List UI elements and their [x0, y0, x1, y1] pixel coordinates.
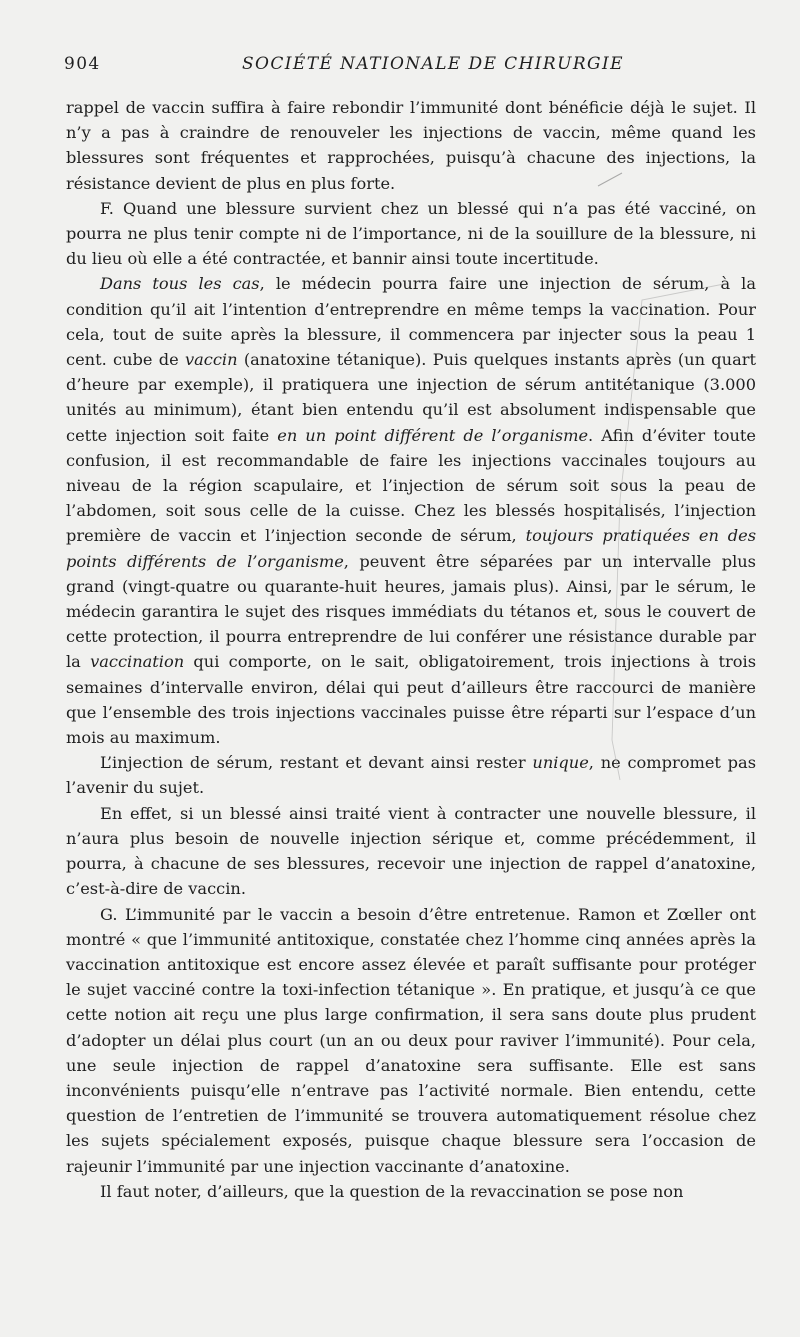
italic-text: Dans tous les cas [100, 274, 260, 294]
text-run: En effet, si un blessé ainsi traité vient à contracter une nouvelle blessure, il n’aura plus besoin de nouvelle injection sérique et, comme précédemment, il pourra, à chacune de ses blessures, recevoir une injection de rappel d’anatoxine, c’est-à-dire de vaccin. [66, 803, 756, 899]
paragraph [66, 196, 756, 272]
italic-text: en un point différent de l’organisme [277, 425, 589, 445]
text-run: , le médecin pourra faire une injection de sérum, à la condition qu’il ait l’intention d’entreprendre en même temps la vaccination. Pour cela, tout de suite après la blessure, il commencera par injecter sous la peau 1 cent. cube de [66, 274, 756, 370]
text-run: qui comporte, on le sait, obligatoirement, trois injections à trois semaines d’intervalle environ, délai qui peut d’ailleurs être raccourci de manière que l’ensemble des trois injections vaccinales puisse être réparti sur l’espace d’un mois au maximum. [66, 652, 757, 748]
paragraph [66, 750, 756, 800]
paragraph [66, 1179, 756, 1204]
text-run: , peuvent être séparées par un intervalle plus grand (vingt-quatre ou quarante-huit heures, jamais plus). Ainsi, par le sérum, le médecin garantira le sujet des risques immédiats du tétanos et, sous le couvert de cette protection, il pourra entreprendre de lui conférer une résistance durable par la [66, 551, 756, 672]
text-run: rappel de vaccin suffira à faire rebondir l’immunité dont bénéficie déjà le sujet. Il n’y a pas à craindre de renouveler les injections de vaccin, même quand les blessures sont fréquentes et rapprochées, puisqu’à chacune des injections, la résistance devient de plus en plus forte. [66, 98, 756, 193]
paragraph [66, 801, 756, 902]
italic-text: toujours pratiquées en des points différents de l’organisme [66, 526, 757, 571]
text-run: , ne compromet pas l’avenir du sujet. [66, 753, 756, 798]
paragraph [66, 95, 756, 196]
italic-text: vaccin [185, 350, 238, 370]
page-number: 904 [64, 54, 101, 74]
text-run: (anatoxine tétanique). Puis quelques instants après (un quart d’heure par exemple), il pratiquera une injection de sérum antitétanique (3.000 unités au minimum), étant bien entendu qu’il est absolument indispensable que cette injection soit faite [66, 350, 756, 445]
text-run: L’injection de sérum, restant et devant ainsi rester [100, 753, 533, 773]
text-run: . Afin d’éviter toute confusion, il est recommandable de faire les injections vaccinales toujours au niveau de la région scapulaire, et l’injection de sérum soit sous la peau de l’abdomen, soit sous celle de la cuisse. Chez les blessés hospitalisés, l’injection première de vaccin et l’injection seconde de sérum, [66, 425, 756, 546]
text-run: G. L’immunité par le vaccin a besoin d’être entretenue. Ramon et Zœller ont montré « que l’immunité antitoxique, constatée chez l’homme cinq années après la vaccination antitoxique est encore assez élevée et paraît suffisante pour protéger le sujet vacciné contre la toxi-infection tétanique ». En pratique, et jusqu’à ce que cette notion ait reçu une plus large confirmation, il sera sans doute plus prudent d’adopter un délai plus court (un an ou deux pour raviver l’immunité). Pour cela, une seule injection de rappel d’anatoxine sera suffisante. Elle est sans inconvénients puisqu’elle n’entrave pas l’activité normale. Bien entendu, cette question de l’entretien de l’immunité se trouvera automatiquement résolue chez les sujets spécialement exposés, puisque chaque blessure sera l’occasion de rajeunir l’immunité par une injection vaccinante d’anatoxine. [66, 904, 756, 1176]
running-head: SOCIÉTÉ NATIONALE DE CHIRURGIE [242, 54, 624, 74]
page-header [64, 54, 754, 78]
body-text [66, 95, 756, 1204]
text-run: F. Quand une blessure survient chez un blessé qui n’a pas été vacciné, on pourra ne plus tenir compte ni de l’importance, ni de la souillure de la blessure, ni du lieu où elle a été contractée, et bannir ainsi toute incertitude. [66, 198, 756, 269]
italic-text: unique [532, 753, 589, 773]
italic-text: vaccination [90, 652, 185, 672]
text-run: Il faut noter, d’ailleurs, que la question de la revaccination se pose non [100, 1181, 684, 1201]
paragraph [66, 271, 756, 750]
paragraph [66, 902, 756, 1179]
